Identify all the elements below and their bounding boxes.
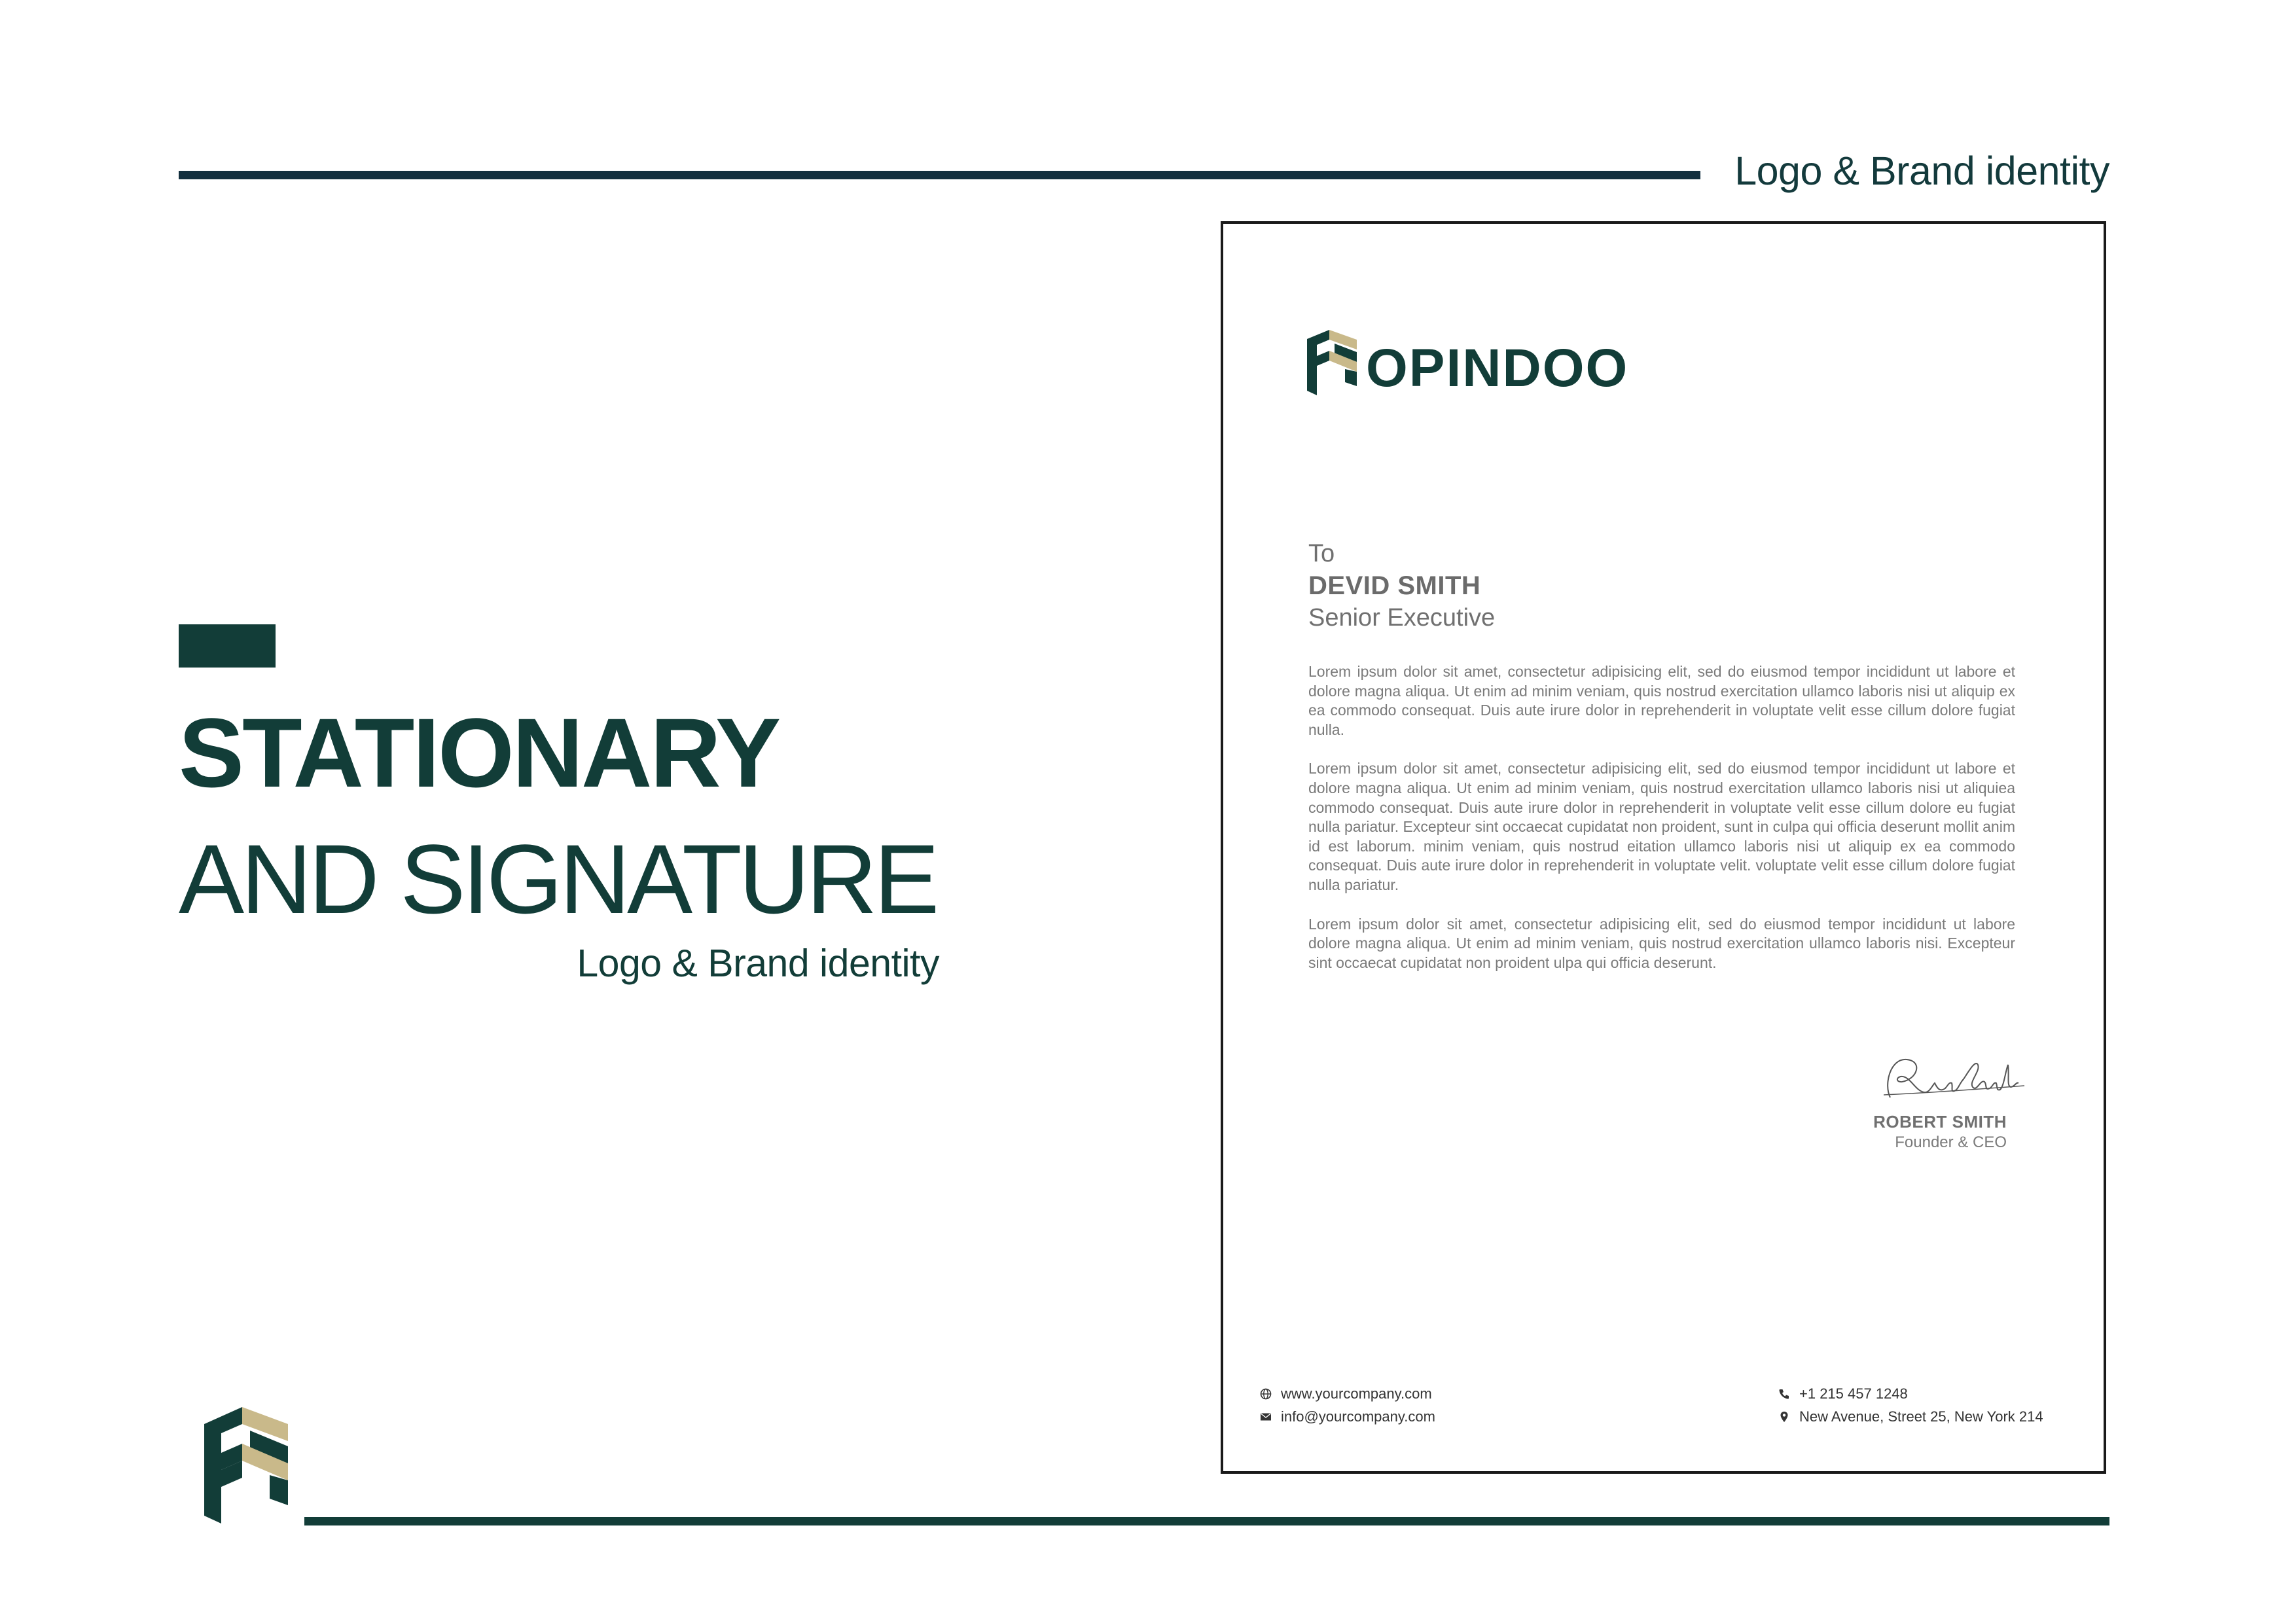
recipient-block [1308, 538, 1495, 633]
letter-paragraph: Lorem ipsum dolor sit amet, consectetur adipisicing elit, sed do eiusmod tempor incididunt ut labore et dolore magna aliqua. Ut enim ad minim veniam, quis nostrud exercitation ullamco laboris nisi ut aliquip ex ea commodo consequat. Duis aute irure dolor in reprehenderit in voluptate velit esse cillum dolore fugiat nulla. [1308, 663, 2015, 738]
signoff-block [1873, 1045, 2007, 1152]
contact-phone [1778, 1382, 2043, 1405]
phone-text: +1 215 457 1248 [1799, 1385, 1908, 1402]
recipient-name: DEVID SMITH [1308, 571, 1481, 600]
hero-subtitle: AND SIGNATURE [179, 824, 937, 934]
corner-logo-icon [204, 1407, 288, 1524]
hero-title: STATIONARY [179, 698, 780, 808]
phone-icon [1778, 1388, 1790, 1400]
letter-body [1308, 662, 2015, 992]
contact-website [1260, 1382, 1435, 1405]
signer-title: Founder & CEO [1895, 1133, 2007, 1151]
contacts-right [1778, 1382, 2043, 1428]
letter-paragraph: Lorem ipsum dolor sit amet, consectetur adipisicing elit, sed do eiusmod tempor incididunt ut labore et dolore magna aliqua. Ut enim ad minim veniam, quis nostrud exercitation ullamco laboris nisi ut aliquiea commodo consequat. Duis aute irure dolor in reprehenderit in voluptate velit esse cillum dolore eu fugiat nulla pariatur. Excepteur sint occaecat cupidatat non proident, sunt in culpa qui officia deserunt mollit anim id est laborum. minim veniam, quis nostrud eitation ullamco laboris nisi ut aliquip ex ea commodo consequat. Duis aute irure dolor in reprehenderit in voluptate velit. voluptate velit esse cillum dolore fugiat nulla pariatur. [1308, 760, 2015, 893]
globe-icon [1260, 1388, 1272, 1400]
email-text[interactable]: info@yourcompany.com [1281, 1408, 1435, 1425]
letterhead-brand [1307, 323, 1629, 398]
bottom-rule [304, 1517, 2109, 1525]
recipient-role: Senior Executive [1308, 604, 1496, 632]
header-label: Logo & Brand identity [1734, 149, 2109, 193]
location-pin-icon [1778, 1411, 1790, 1423]
contact-email [1260, 1405, 1435, 1428]
mail-icon [1260, 1411, 1272, 1423]
hero-tagline: Logo & Brand identity [577, 942, 939, 985]
brand-wordmark: OPINDOO [1366, 338, 1629, 398]
website-text[interactable]: www.yourcompany.com [1281, 1385, 1432, 1402]
signer-name: ROBERT SMITH [1873, 1112, 2007, 1132]
signature-image [1877, 1045, 2028, 1111]
address-text: New Avenue, Street 25, New York 214 [1799, 1408, 2043, 1425]
accent-block [179, 624, 276, 668]
letterhead-sheet [1221, 221, 2106, 1474]
recipient-to: To [1308, 540, 1335, 567]
top-rule [179, 171, 1700, 179]
brand-logo-icon [1307, 330, 1357, 395]
contact-address [1778, 1405, 2043, 1428]
letter-paragraph: Lorem ipsum dolor sit amet, consectetur adipisicing elit, sed do eiusmod tempor incididunt ut labore dolore magna aliqua. Ut enim ad minim veniam, quis nostrud exercitation ullamco laboris nisi. Excepteur sint occaecat cupidatat non proident ulpa qui officia deserunt. [1308, 915, 2015, 971]
contacts-left [1260, 1382, 1435, 1428]
